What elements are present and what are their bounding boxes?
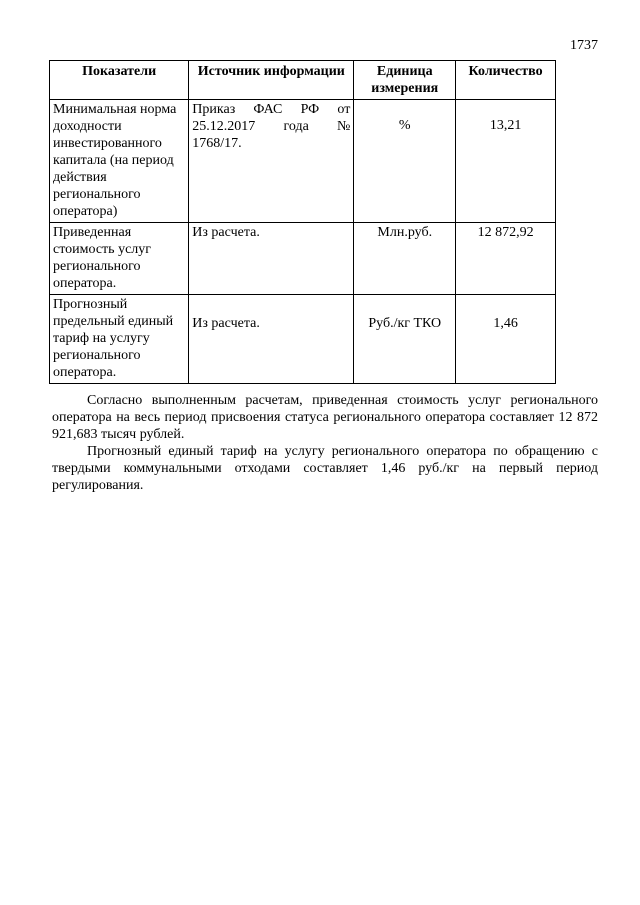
row-source: Из расчета. xyxy=(189,295,354,384)
table-header xyxy=(50,61,556,100)
paragraph-present-value: Согласно выполненным расчетам, приведенная стоимость услуг регионального оператора на весь период присвоения статуса регионального оператора составляет 12 872 921,683 тысяч рублей. xyxy=(52,393,598,442)
row-indicator: Прогнозный предельный единый тариф на услугу регионального оператора. xyxy=(50,295,189,384)
row-source: Из расчета. xyxy=(189,223,354,295)
row-indicator: Минимальная норма доходности инвестированного капитала (на период действия регионального оператора) xyxy=(50,100,189,223)
table-row xyxy=(50,295,556,384)
header-source: Источник информации xyxy=(189,61,354,100)
table-row xyxy=(50,100,556,223)
row-unit: % xyxy=(354,100,456,223)
row-unit: Млн.руб. xyxy=(354,223,456,295)
row-indicator: Приведенная стоимость услуг регионального оператора. xyxy=(50,223,189,295)
row-unit: Руб./кг ТКО xyxy=(354,295,456,384)
indicators-table xyxy=(49,60,556,384)
header-unit: Единица измерения xyxy=(354,61,456,100)
page-number: 1737 xyxy=(570,38,598,53)
table-row xyxy=(50,223,556,295)
table-header-row xyxy=(50,61,556,100)
row-quantity: 13,21 xyxy=(456,100,556,223)
row-quantity: 12 872,92 xyxy=(456,223,556,295)
table-body xyxy=(50,100,556,384)
header-indicators: Показатели xyxy=(50,61,189,100)
paragraph-tariff: Прогнозный единый тариф на услугу регионального оператора по обращению с твердыми коммунальными отходами составляет 1,46 руб./кг на первый период регулирования. xyxy=(52,444,598,493)
header-quantity: Количество xyxy=(456,61,556,100)
row-source: Приказ ФАС РФ от 25.12.2017 года № 1768/17. xyxy=(189,100,354,223)
row-quantity: 1,46 xyxy=(456,295,556,384)
